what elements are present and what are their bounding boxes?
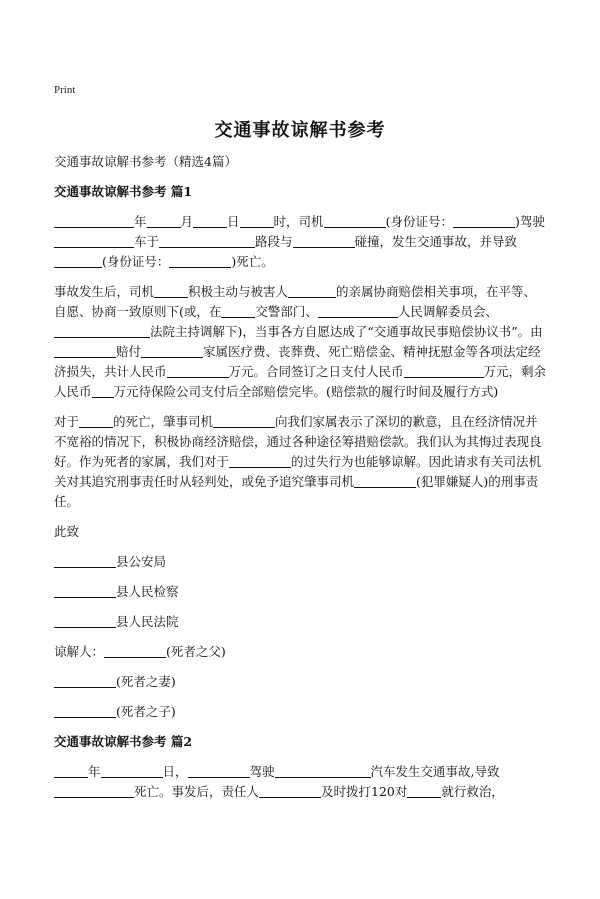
paragraph-3: 对于 的死亡，肇事司机 向我们家属表示了深切的歉意，且在经济情况并不宽裕的情况下，积极协商经济赔偿，通过各种途径筹措赔偿款。我们认为其悔过表现良好。作为死者的家属，我们对于 的过失行为也能够谅解。因此请求有关司法机关对其追究刑事责任时从轻判处，或免予追究肇事司机 (犯罪嫌疑人)的刑事责任。	[54, 414, 542, 509]
fill-blank[interactable]	[275, 764, 371, 778]
fill-blank[interactable]	[221, 304, 255, 318]
fill-blank[interactable]	[159, 234, 255, 248]
fill-blank[interactable]	[54, 214, 134, 228]
fill-blank[interactable]	[407, 784, 441, 798]
fill-blank[interactable]	[141, 344, 203, 358]
signature-line: 谅解人： (死者之父)	[54, 644, 226, 659]
fill-blank[interactable]	[54, 324, 150, 338]
fill-blank[interactable]	[240, 214, 274, 228]
print-link[interactable]: Print	[54, 84, 76, 96]
fill-blank[interactable]	[259, 784, 321, 798]
fill-blank[interactable]	[154, 284, 188, 298]
fill-blank[interactable]	[54, 344, 116, 358]
fill-blank[interactable]	[354, 474, 416, 488]
fill-blank[interactable]	[404, 364, 484, 378]
fill-blank[interactable]	[79, 414, 113, 428]
document-title: 交通事故谅解书参考	[214, 120, 386, 141]
salutation: 此致	[54, 524, 80, 539]
paragraph-4: 年 日， 驾驶 汽车发生交通事故,导致死亡。事发后，责任人 及时拨打120对 就行救治，	[54, 762, 548, 802]
fill-blank[interactable]	[92, 384, 114, 398]
recipient-line: 县人民法院	[54, 612, 548, 632]
recipient-line: 县人民检察	[54, 582, 548, 602]
fill-blank[interactable]	[54, 234, 134, 248]
fill-blank[interactable]	[147, 214, 181, 228]
paragraph-2: 事故发生后，司机 积极主动与被害人 的亲属协商赔偿相关事项，在平等、自愿、协商一致原则下(或，在 交警部门、 人民调解委员会、法院主持调解下)，当事各方自愿达成了“交通事故民事赔偿协议书”。由赔付 家属医疗费、丧葬费、死亡赔偿金、精神抚慰金等各项法定经济损失，共计人民币 万元。合同签订之日支付人民币 万元，剩余人民币 万元待保险公司支付后全部赔偿完毕。(赔偿款的履行时间及履行方式)	[54, 284, 547, 399]
section-heading-1: 交通事故谅解书参考 篇1	[54, 184, 193, 199]
signature-line: (死者之子)	[54, 702, 548, 722]
fill-blank[interactable]	[453, 214, 515, 228]
fill-blank[interactable]	[293, 234, 355, 248]
fill-blank[interactable]	[54, 784, 134, 798]
fill-blank[interactable]	[54, 704, 116, 718]
fill-blank[interactable]	[318, 304, 398, 318]
fill-blank[interactable]	[101, 764, 163, 778]
document-body	[54, 152, 548, 812]
fill-blank[interactable]	[54, 254, 102, 268]
fill-blank[interactable]	[104, 644, 166, 658]
fill-blank[interactable]	[288, 284, 336, 298]
paragraph-1: 年 月 日 时，司机 (身份证号： )驾驶车于 路段与 碰撞，发生交通事故，并导致(身份证号： )死亡。	[54, 212, 548, 272]
document-subtitle: 交通事故谅解书参考（精选4篇）	[54, 154, 237, 169]
fill-blank[interactable]	[54, 584, 116, 598]
fill-blank[interactable]	[54, 554, 116, 568]
fill-blank[interactable]	[167, 364, 229, 378]
fill-blank[interactable]	[213, 414, 275, 428]
fill-blank[interactable]	[54, 764, 88, 778]
section-heading-2: 交通事故谅解书参考 篇2	[54, 734, 193, 749]
fill-blank[interactable]	[169, 254, 231, 268]
fill-blank[interactable]	[229, 454, 291, 468]
fill-blank[interactable]	[193, 214, 227, 228]
fill-blank[interactable]	[324, 214, 386, 228]
fill-blank[interactable]	[188, 764, 250, 778]
fill-blank[interactable]	[54, 674, 116, 688]
signature-line: (死者之妻)	[54, 672, 548, 692]
fill-blank[interactable]	[54, 614, 116, 628]
recipient-line: 县公安局	[54, 552, 548, 572]
